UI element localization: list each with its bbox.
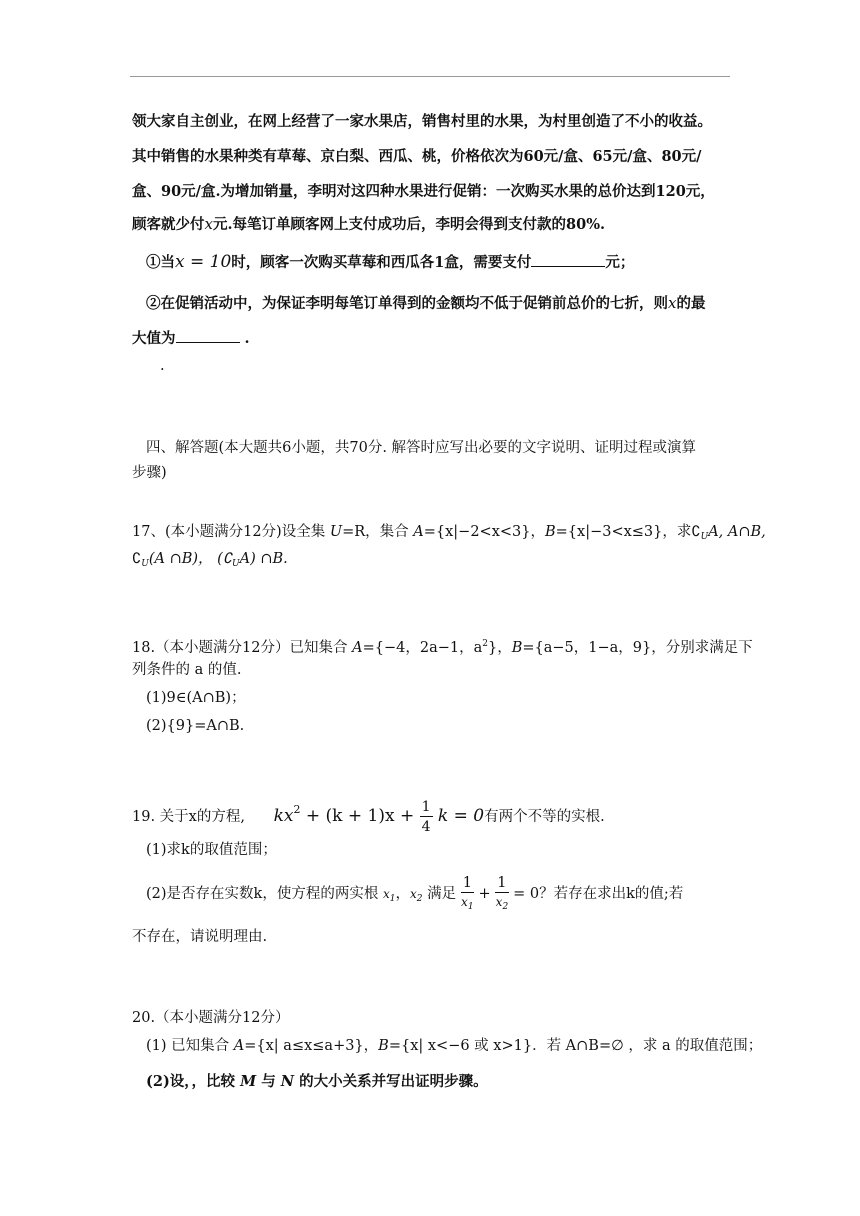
complement: ∁ (132, 551, 142, 567)
subscript-U: U (232, 559, 240, 569)
numerator: 1 (461, 876, 474, 894)
var-A: A (352, 640, 363, 656)
text: (A ∩B)， (∁ (148, 551, 233, 567)
var-U: U (329, 524, 343, 540)
text: 与 (256, 1073, 281, 1090)
text: 的最 (676, 295, 706, 312)
fraction-one-quarter (420, 800, 433, 834)
root-x1: x (382, 887, 390, 901)
text: ？若存在求出k的值;若 (539, 886, 684, 902)
eq-sup: 2 (293, 803, 301, 816)
text: (2)是否存在实数k，使方程的两实根 (146, 886, 383, 902)
circled-1: ①当 (146, 254, 175, 271)
fraction-1-over-x1 (461, 876, 474, 913)
subscript: 2 (416, 894, 423, 904)
problem-18-item-1: (1)9∈(A∩B)； (146, 690, 246, 706)
text: . (239, 330, 250, 347)
problem-line-4 (132, 214, 605, 235)
text: =R，集合 (342, 524, 414, 540)
var-B: B (378, 1038, 389, 1054)
problem-19-item-2 (146, 874, 683, 919)
header-rule (130, 76, 730, 77)
var-N: N (280, 1073, 295, 1090)
subscript-U: U (700, 532, 709, 542)
problem-line-3: 盒、90元/盒.为增加销量，李明对这四种水果进行促销：一次购买水果的总价达到120元， (132, 183, 715, 200)
text: 大值为 (132, 330, 176, 347)
text: 17、(本小题满分12分)设全集 (132, 524, 330, 540)
problem-18-cont: 列条件的 a 的值. (132, 662, 242, 678)
eq-part: kx (273, 806, 294, 826)
problem-19-item-1: (1)求k的取值范围； (146, 842, 277, 858)
text: (2)设，，比较 (146, 1073, 241, 1090)
numerator: 1 (421, 798, 431, 815)
text: 时，顾客一次购买草莓和西瓜各1盒，需要支付 (231, 254, 532, 271)
var-A: A (233, 1038, 245, 1054)
problem-20-item-2 (146, 1072, 488, 1092)
text: 元； (605, 254, 635, 271)
variable-x: x (204, 215, 213, 233)
problem-18-item-2: (2){9}=A∩B. (146, 718, 245, 734)
problem-19-cont: 不存在，请说明理由. (132, 929, 268, 945)
subscript-U: U (141, 559, 149, 569)
question-1 (146, 252, 634, 273)
denominator: 4 (421, 818, 431, 835)
fraction-1-over-x2 (495, 876, 508, 913)
set-A: ={x| a≤x≤a+3}， (244, 1038, 379, 1054)
numerator: 1 (495, 876, 508, 894)
set-B: ={x|−3<x≤3}，求∁ (555, 524, 701, 540)
text: 有两个不等的实根. (484, 809, 605, 825)
text: 满足 (422, 886, 457, 902)
quadratic-equation (273, 798, 485, 835)
text: }， (487, 640, 512, 656)
var-M: M (240, 1073, 257, 1090)
denominator (461, 893, 474, 912)
set-A: ={x|−2<x<3}， (423, 524, 545, 540)
var-A: A (413, 524, 424, 540)
text: ， (395, 886, 410, 902)
section-heading-cont: 步骤) (132, 465, 167, 481)
question-2 (146, 293, 705, 314)
text: A, A∩B, (708, 524, 766, 540)
answer-blank-1[interactable] (531, 252, 605, 267)
eq-part: + (k + 1)x + (300, 806, 420, 826)
text: 18.（本小题满分12分）已知集合 (132, 640, 353, 656)
problem-19 (132, 790, 605, 837)
problem-line-2: 其中销售的水果种类有草莓、京白梨、西瓜、桃，价格依次为60元/盒、65元/盒、80元/ (132, 148, 702, 165)
text: 19. 关于x的方程, (132, 809, 245, 825)
eq-part: k = 0 (432, 806, 485, 826)
var-B: B (544, 524, 556, 540)
problem-20-head: 20.（本小题满分12分） (132, 1010, 290, 1026)
equation-x-10: x = 10 (175, 252, 232, 272)
problem-line-1: 领大家自主创业，在网上经营了一家水果店，销售村里的水果，为村里创造了不小的收益。 (132, 113, 712, 130)
plus: + (473, 886, 496, 902)
var-B: B (511, 640, 523, 656)
problem-20-item-1 (146, 1036, 762, 1056)
problem-17 (132, 522, 766, 547)
answer-blank-2[interactable] (176, 328, 240, 343)
root-x2: x (409, 887, 417, 901)
subscript: 1 (389, 894, 396, 904)
text: A) ∩B. (239, 551, 288, 567)
set-B: ={a−5，1−a，9}，分别求满足下 (522, 640, 753, 656)
text: ②在促销活动中，为保证李明每笔订单得到的金额均不低于促销前总价的七折，则 (146, 295, 668, 312)
den-var: x (495, 895, 503, 910)
section-heading: 四、解答题(本大题共6小题，共70分. 解答时应写出必要的文字说明、证明过程或演算 (146, 440, 697, 456)
problem-17-cont (132, 549, 288, 574)
den-sub: 1 (467, 902, 474, 913)
set-B: ={x| x<−6 或 x>1}．若 A∩B=∅ ，求 a 的取值范围； (388, 1038, 763, 1054)
problem-18 (132, 634, 753, 658)
superscript-2: 2 (482, 639, 488, 649)
denominator (495, 893, 508, 912)
set-A: ={−4，2a−1，a (362, 640, 483, 656)
question-2-cont (132, 328, 250, 349)
den-var: x (461, 895, 468, 910)
text: 元.每笔订单顾客网上支付成功后，李明会得到支付款的80%. (212, 216, 606, 233)
den-sub: 2 (502, 902, 509, 913)
equals-zero: = 0 (508, 886, 540, 902)
text: (1) 已知集合 (146, 1038, 234, 1054)
text: 的大小关系并写出证明步骤。 (294, 1073, 488, 1090)
text: 顾客就少付 (132, 216, 205, 233)
variable-x: x (668, 294, 677, 312)
stray-dot: . (160, 358, 165, 374)
